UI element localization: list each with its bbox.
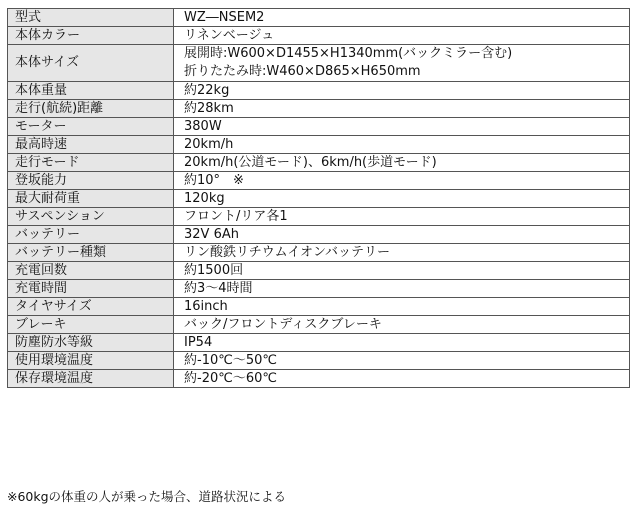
spec-label: 使用環境温度 <box>8 352 174 370</box>
size-unfolded: 展開時:W600×D1455×H1340mm(バックミラー含む) <box>184 46 513 61</box>
spec-value: 約-10℃～50℃ <box>174 352 630 370</box>
spec-value: フロント/リア各1 <box>174 208 630 226</box>
spec-label: 本体重量 <box>8 82 174 100</box>
spec-row-climbing <box>8 172 630 190</box>
spec-label: 走行モード <box>8 154 174 172</box>
spec-row-max-load <box>8 190 630 208</box>
spec-label: 保存環境温度 <box>8 370 174 388</box>
spec-label: 最大耐荷重 <box>8 190 174 208</box>
spec-row-charge-time <box>8 280 630 298</box>
spec-row-battery-type <box>8 244 630 262</box>
spec-row-drive-mode <box>8 154 630 172</box>
spec-value: 380W <box>174 118 630 136</box>
spec-label: タイヤサイズ <box>8 298 174 316</box>
spec-value: 約22kg <box>174 82 630 100</box>
spec-row-weight <box>8 82 630 100</box>
spec-row-top-speed <box>8 136 630 154</box>
footnote: ※60kgの体重の人が乗った場合、道路状況による <box>7 489 287 504</box>
spec-label: 防塵防水等級 <box>8 334 174 352</box>
spec-row-model <box>8 9 630 27</box>
spec-value: リン酸鉄リチウムイオンバッテリー <box>174 244 630 262</box>
spec-row-brake <box>8 316 630 334</box>
spec-label: サスペンション <box>8 208 174 226</box>
spec-value: 約-20℃～60℃ <box>174 370 630 388</box>
spec-row-suspension <box>8 208 630 226</box>
spec-row-operating-temp <box>8 352 630 370</box>
spec-label: 走行(航続)距離 <box>8 100 174 118</box>
spec-label: モーター <box>8 118 174 136</box>
spec-row-ip-rating <box>8 334 630 352</box>
spec-row-range <box>8 100 630 118</box>
spec-value: リネンベージュ <box>174 27 630 45</box>
spec-value: IP54 <box>174 334 630 352</box>
spec-row-tire-size <box>8 298 630 316</box>
spec-label: バッテリー <box>8 226 174 244</box>
spec-value: バック/フロントディスクブレーキ <box>174 316 630 334</box>
spec-value: 約3～4時間 <box>174 280 630 298</box>
spec-label: ブレーキ <box>8 316 174 334</box>
spec-value: 約1500回 <box>174 262 630 280</box>
spec-label: バッテリー種類 <box>8 244 174 262</box>
spec-value: 32V 6Ah <box>174 226 630 244</box>
spec-value: 20km/h(公道モード)、6km/h(歩道モード) <box>174 154 630 172</box>
spec-value: 16inch <box>174 298 630 316</box>
spec-value: 120kg <box>174 190 630 208</box>
spec-row-battery <box>8 226 630 244</box>
spec-value <box>174 45 630 82</box>
size-folded: 折りたたみ時:W460×D865×H650mm <box>184 64 421 79</box>
spec-value: 約10° ※ <box>174 172 630 190</box>
spec-label: 登坂能力 <box>8 172 174 190</box>
spec-value: 約28km <box>174 100 630 118</box>
spec-table <box>7 8 630 388</box>
spec-row-charge-cycles <box>8 262 630 280</box>
spec-label: 本体サイズ <box>8 45 174 82</box>
spec-label: 充電回数 <box>8 262 174 280</box>
spec-row-size <box>8 45 630 82</box>
spec-label: 型式 <box>8 9 174 27</box>
spec-row-color <box>8 27 630 45</box>
spec-value: WZ―NSEM2 <box>174 9 630 27</box>
spec-label: 本体カラー <box>8 27 174 45</box>
spec-row-storage-temp <box>8 370 630 388</box>
spec-label: 充電時間 <box>8 280 174 298</box>
spec-label: 最高時速 <box>8 136 174 154</box>
spec-value: 20km/h <box>174 136 630 154</box>
spec-row-motor <box>8 118 630 136</box>
